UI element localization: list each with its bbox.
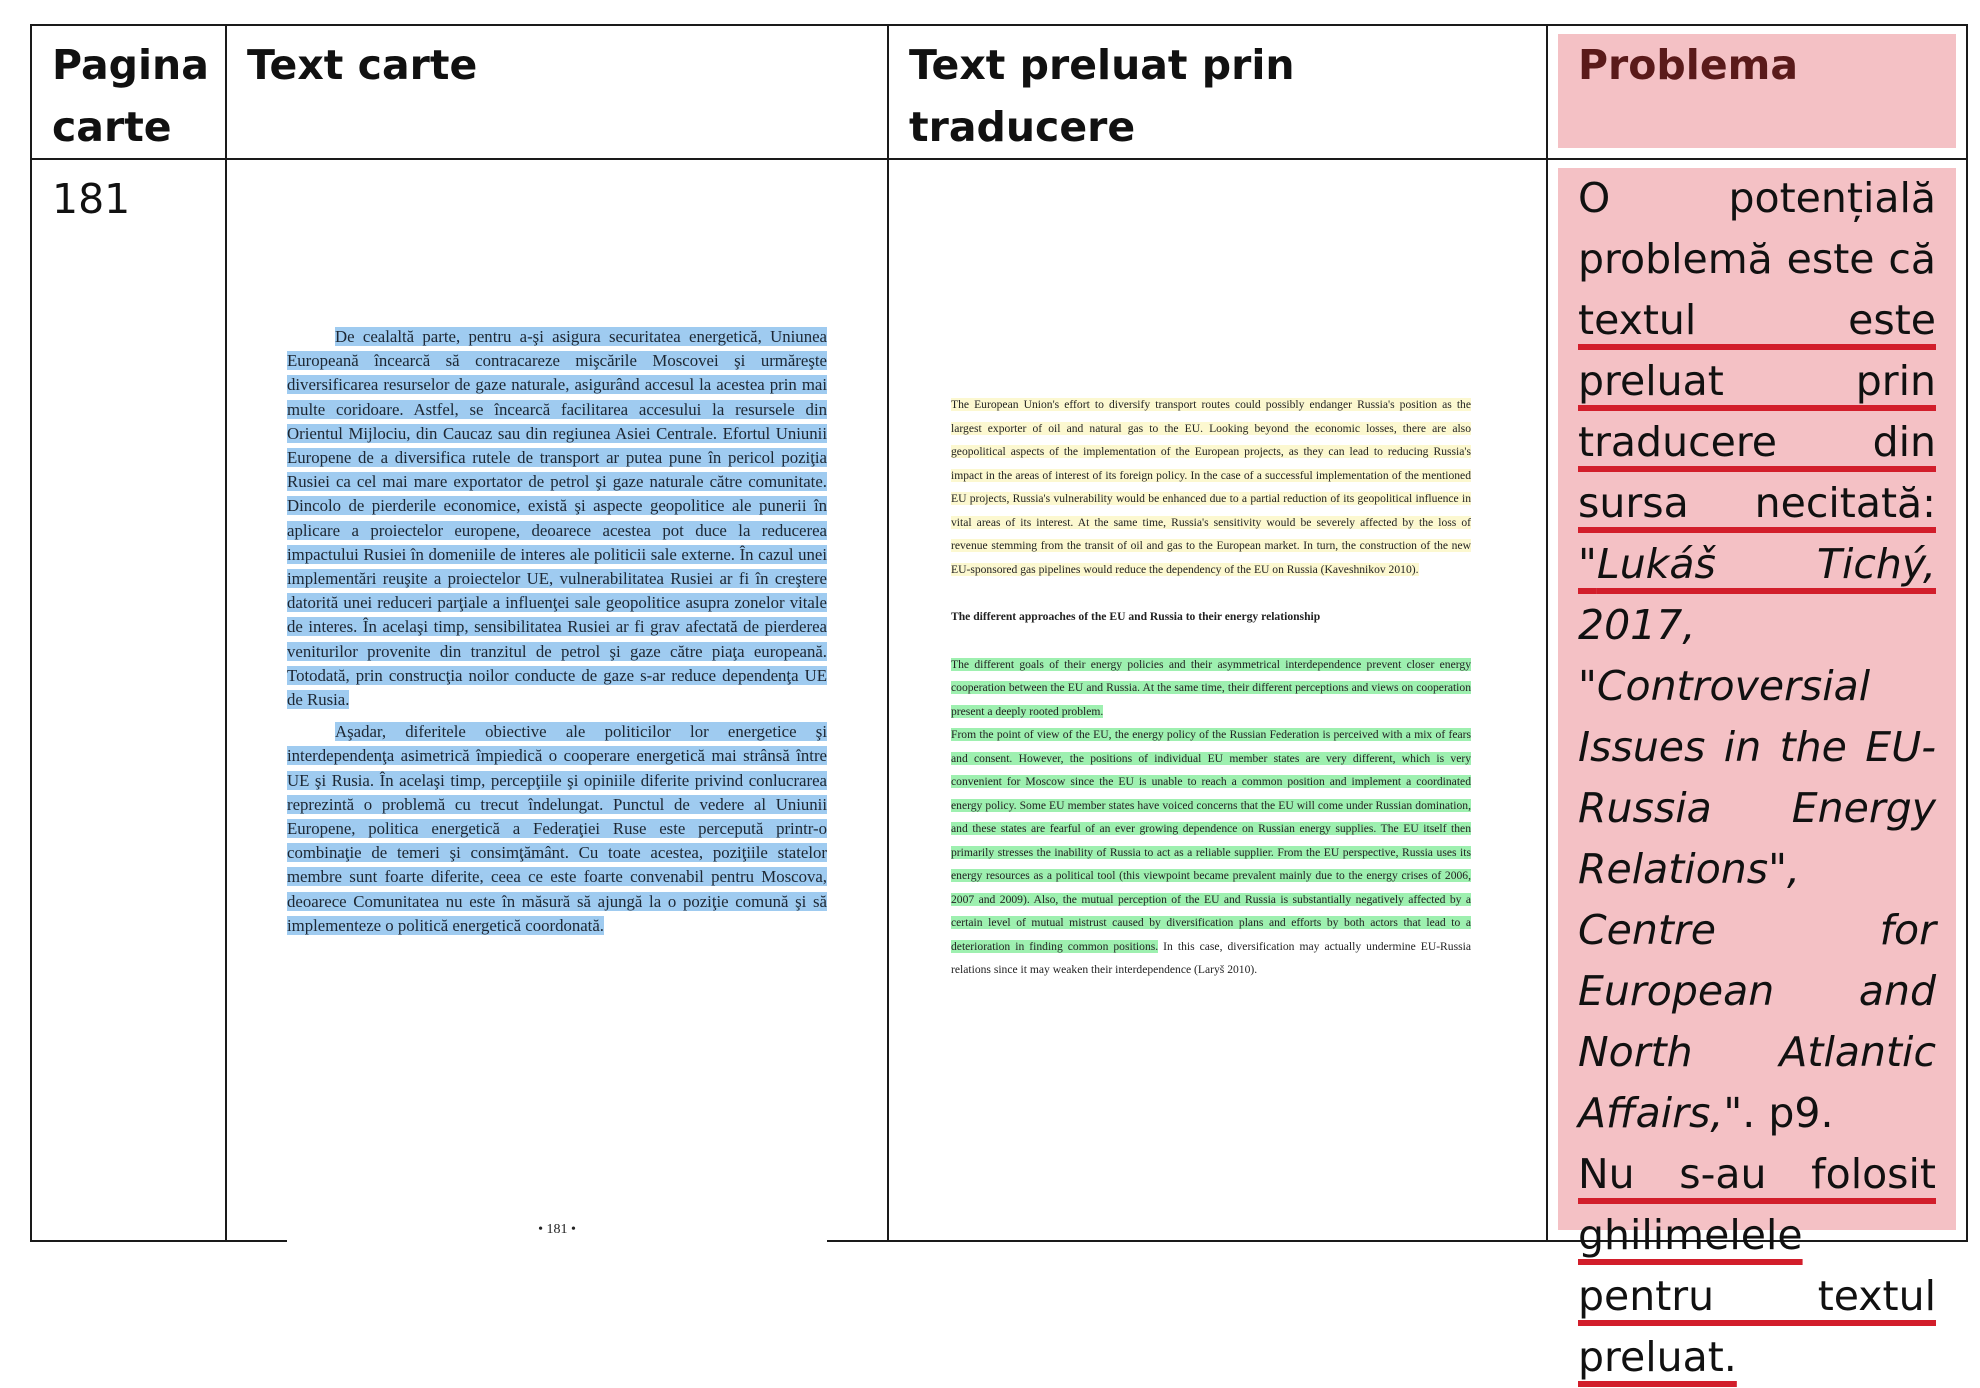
book-text-body — [287, 325, 827, 946]
problem-citation-title: 2017, "Controversial Issues in the EU-Russia Energy Relations", Centre for European and North Atlantic Affairs, — [1578, 601, 1936, 1137]
book-paragraph-2-text: Aşadar, diferitele obiective ale politicilor lor energetice şi interdependenţa asimetrică împiedică o cooperare energetică mai strânsă între UE şi Rusia. În acelaşi timp, percepţiile şi opiniile diferite privind conlucrarea reprezintă o problemă cu trecut îndelungat. Punctul de vedere al Uniunii Europene, politica energetică a Federaţiei Ruse este percepută printr-o combinaţie de temeri şi consimţământ. Cu toate acestea, poziţiile statelor membre sunt foarte diferite, ceea ce este foarte convenabil pentru Moscova, deoarece Comunitatea nu este în măsură să ajungă la o poziţie comună şi să implementeze o politică energetică coordonată. — [287, 722, 827, 935]
header-translated-text-label: Text preluat prin traducere — [909, 41, 1295, 151]
book-paragraph-2 — [287, 720, 827, 938]
source-heading: The different approaches of the EU and Russia to their energy relationship — [951, 610, 1321, 623]
problem-no-quotes: Nu s-au folosit ghilimelele pentru textul preluat. — [1578, 1150, 1936, 1381]
problem-citation-author: Lukáš Tichý, — [1596, 540, 1936, 588]
header-page — [31, 25, 226, 159]
page-number: 181 — [52, 175, 131, 223]
book-page-scan — [287, 325, 827, 1255]
header-page-label: Pagina carte — [52, 41, 209, 151]
problem-highlight — [1558, 168, 1956, 1381]
problem-source-claim: textul este preluat prin traducere din sursa necitată: " — [1578, 296, 1936, 588]
source-page-scan — [951, 393, 1471, 982]
problem-cell — [1547, 159, 1967, 1381]
source-paragraph-3-rest: In this case, diversification may actually undermine EU-Russia relations since it may weaken their interdependence (Laryš 2010). — [951, 939, 1471, 976]
book-text-cell — [226, 159, 888, 1241]
header-problem — [1547, 25, 1967, 159]
comparison-table — [30, 24, 1968, 1381]
translated-text-cell — [888, 159, 1547, 1241]
problem-citation-page: ". p9. — [1723, 1089, 1834, 1137]
book-page-number: • 181 • — [538, 1222, 576, 1237]
source-paragraph-3-highlighted: From the point of view of the EU, the energy policy of the Russian Federation is perceived with a mix of fears and consent. However, the positions of individual EU member states are very different, which is very convenient for Moscow since the EU is unable to reach a common position and implement a coordinated energy policy. Some EU member states have voiced concerns that the EU will come under Russian domination, and these states are fearful of an ever growing dependence on Russian energy supplies. The EU itself then primarily stresses the inability of Russia to act as a reliable supplier. From the EU perspective, Russia uses its energy resources as a political tool (this viewpoint became prevalent mainly due to the energy crises of 2006, 2007 and 2009). Also, the mutual perception of the EU and Russia is substantially negatively affected by a certain level of mutual mistrust caused by diversification plans and efforts by both actors that lead to a deterioration in finding common positions. — [951, 728, 1471, 953]
header-problem-label: Problema — [1578, 41, 1799, 89]
page-number-cell — [31, 159, 226, 1241]
problem-intro: O potențială problemă este că — [1578, 174, 1936, 283]
data-row — [31, 159, 1967, 1241]
source-paragraph-1-text: The European Union's effort to diversify transport routes could possibly endanger Russia's position as the largest exporter of oil and natural gas to the EU. Looking beyond the economic losses, there are also geopolitical aspects of the implementation of the European projects, as they can lead to reducing Russia's impact in the areas of interest of its foreign policy. In the case of a successful implementation of the mentioned EU projects, Russia's vulnerability would be enhanced due to a partial reduction of its geopolitical influence in vital areas of its interest. At the same time, Russia's sensitivity would be severely affected by the loss of revenue stemming from the transit of oil and gas to the European market. In turn, the construction of the new EU-sponsored gas pipelines would reduce the dependency of the EU on Russia (Kaveshnikov 2010). — [951, 398, 1471, 576]
header-translated-text — [888, 25, 1547, 159]
source-paragraph-2 — [951, 653, 1471, 724]
source-paragraph-3 — [951, 723, 1471, 982]
problem-paragraph-2 — [1578, 1144, 1936, 1388]
book-paragraph-1 — [287, 325, 827, 712]
header-book-text — [226, 25, 888, 159]
source-paragraph-1 — [951, 393, 1471, 581]
problem-paragraph-1 — [1578, 168, 1936, 1144]
header-row — [31, 25, 1967, 159]
source-paragraph-2-text: The different goals of their energy policies and their asymmetrical interdependence prevent closer energy cooperation between the EU and Russia. At the same time, their different perceptions and views on cooperation present a deeply rooted problem. — [951, 657, 1471, 718]
book-paragraph-1-text: De cealaltă parte, pentru a-şi asigura securitatea energetică, Uniunea Europeană încearcă să contracareze mişcările Moscovei şi urmăreşte diversificarea resurselor de gaze naturale, asigurând accesul la acestea prin mai multe coridoare. Astfel, se încearcă facilitarea accesului la resursele din Orientul Mijlociu, din Caucaz sau din regiunea Asiei Centrale. Efortul Uniunii Europene de a diversifica rutele de transport ar putea pune în pericol poziţia Rusiei ca cel mai mare exportator de petrol şi gaze naturale către comunitate. Dincolo de pierderile economice, există şi aspecte geopolitice ale punerii în aplicare a proiectelor europene, deoarece acestea pot duce la reducerea impactului Rusiei în domeniile de interes ale politicii sale externe. În cazul unei implementări reuşite a proiectelor UE, vulnerabilitatea Rusiei ar fi în creştere datorită unei reduceri parţiale a influenţei sale geopolitice asupra zonelor vitale de interes. În acelaşi timp, sensibilitatea Rusiei ar fi grav afectată de pierderea veniturilor provenite din tranzitul de petrol şi gaze către piaţa europeană. Totodată, prin construcţia noilor conducte de gaze s-ar reduce dependenţa UE de Rusia. — [287, 327, 827, 710]
header-book-text-label: Text carte — [247, 41, 478, 89]
header-problem-highlight — [1558, 34, 1956, 148]
